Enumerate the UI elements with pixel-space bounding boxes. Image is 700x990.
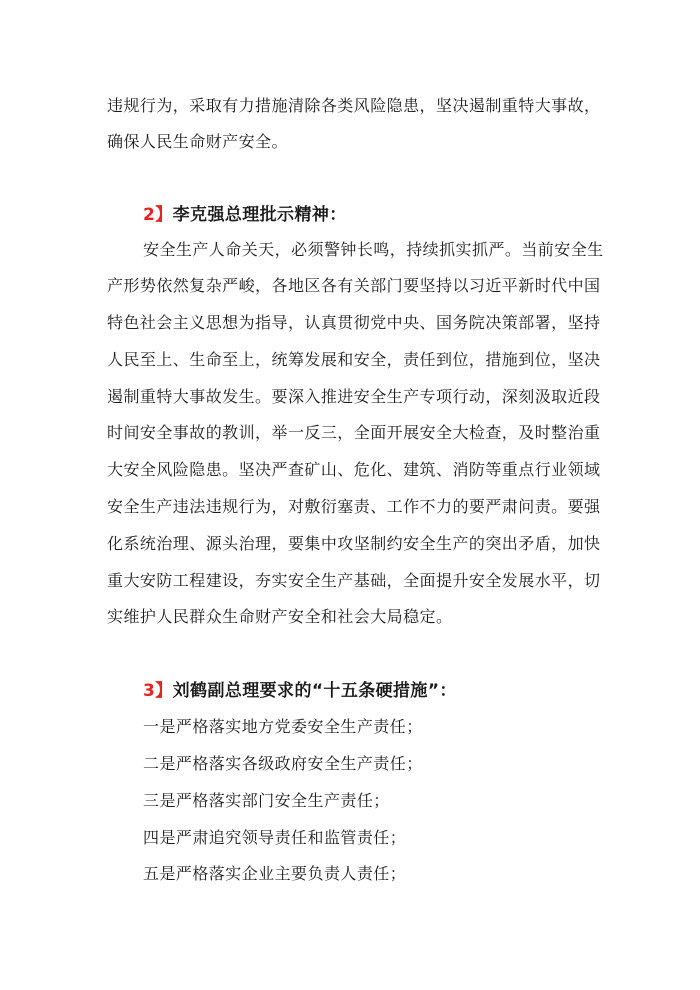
section-2-line-8: 安全生产违法违规行为，对敷衍塞责、工作不力的要严肃问责。要强 (107, 497, 601, 516)
section-2-line-2: 产形势依然复杂严峻，各地区各有关部门要坚持以习近平新时代中国 (107, 276, 601, 295)
section-3-item-4: 四是严肃追究领导责任和监管责任； (143, 828, 407, 847)
section-2-line-1: 安全生产人命关天，必须警钟长鸣，持续抓实抓严。当前安全生 (143, 240, 604, 259)
section-3-item-3: 三是严格落实部门安全生产责任； (143, 791, 390, 810)
section-3-item-1: 一是严格落实地方党委安全生产责任； (143, 717, 423, 736)
section-2-line-9: 化系统治理、源头治理，要集中攻坚制约安全生产的突出矛盾，加快 (107, 534, 601, 553)
section-3-heading (143, 680, 457, 702)
section-2-heading (143, 204, 347, 226)
section-3-title: 刘鹤副总理要求的“十五条硬措施”： (172, 681, 457, 701)
section-3-number: 3 (143, 681, 156, 701)
section-2-line-7: 大安全风险隐患。坚决严查矿山、危化、建筑、消防等重点行业领域 (107, 460, 601, 479)
section-2-line-5: 遏制重特大事故发生。要深入推进安全生产专项行动，深刻汲取近段 (107, 387, 601, 406)
intro-line-2: 确保人民生命财产安全。 (107, 132, 288, 151)
section-3-bracket: 】 (155, 681, 173, 701)
section-2-line-11: 实维护人民群众生命财产安全和社会大局稳定。 (107, 607, 453, 626)
section-2-line-6: 时间安全事故的教训，举一反三，全面开展安全大检查，及时整治重 (107, 423, 601, 442)
section-3-item-5: 五是严格落实企业主要负责人责任； (143, 864, 407, 883)
section-2-line-10: 重大安防工程建设，夯实安全生产基础，全面提升安全发展水平，切 (107, 571, 601, 590)
section-2-bracket: 】 (155, 205, 173, 225)
section-2-line-4: 人民至上、生命至上，统筹发展和安全，责任到位，措施到位，坚决 (107, 350, 601, 369)
section-2-title: 李克强总理批示精神： (172, 205, 347, 225)
intro-line-1: 违规行为，采取有力措施清除各类风险隐患，坚决遏制重特大事故， (107, 96, 601, 115)
section-2-line-3: 特色社会主义思想为指导，认真贯彻党中央、国务院决策部署，坚持 (107, 313, 601, 332)
section-2-number: 2 (143, 205, 156, 225)
section-3-item-2: 二是严格落实各级政府安全生产责任； (143, 754, 423, 773)
